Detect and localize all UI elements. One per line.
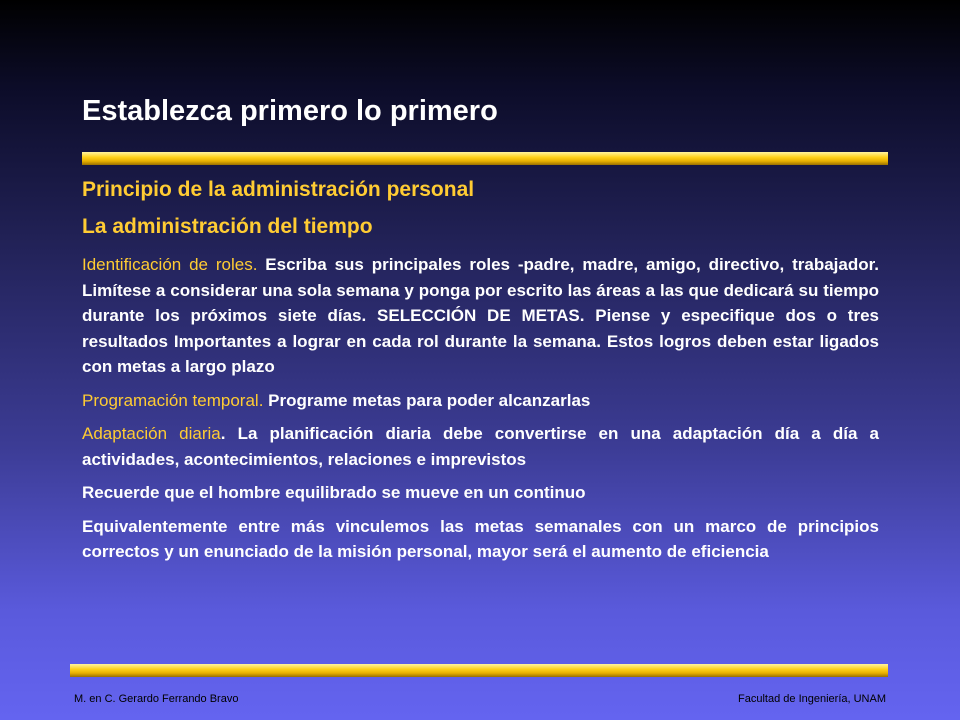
scheduling-highlight: Programación temporal. xyxy=(82,390,264,410)
subheading-principle: Principio de la administración personal xyxy=(82,178,475,201)
slide-title: Establezca primero lo primero xyxy=(82,95,498,127)
paragraph-roles xyxy=(82,252,879,380)
top-divider-bar xyxy=(82,152,888,165)
paragraph-efficiency: Equivalentemente entre más vinculemos las metas semanales con un marco de principios correctos y un enunciado de la misión personal, mayor será el aumento de eficiencia xyxy=(82,516,879,561)
roles-highlight: Identificación de roles. xyxy=(82,255,258,274)
bottom-divider-bar xyxy=(70,664,888,677)
slide-content xyxy=(82,178,879,573)
footer-author: M. en C. Gerardo Ferrando Bravo xyxy=(74,693,239,705)
paragraph-scheduling xyxy=(82,388,879,414)
subheading-time-management: La administración del tiempo xyxy=(82,215,373,238)
daily-adaptation-highlight: Adaptación diaria xyxy=(82,424,221,443)
scheduling-text: Programe metas para poder alcanzarlas xyxy=(263,390,591,410)
paragraph-daily-adaptation xyxy=(82,421,879,472)
daily-adaptation-text: . La planificación diaria debe convertirse en una adaptación día a día a actividades, acontecimientos, relaciones e imprevistos xyxy=(82,424,879,469)
roles-text: Escriba sus principales roles -padre, madre, amigo, directivo, trabajador. Limítese a considerar una sola semana y ponga por escrito las áreas a las que dedicará su tiempo durante los próximos siete días. SELECCIÓN DE METAS. Piense y especifique dos o tres resultados Importantes a lograr en cada rol durante la semana. Estos logros deben estar ligados con metas a largo plazo xyxy=(82,255,880,376)
footer-institution: Facultad de Ingeniería, UNAM xyxy=(738,693,886,705)
paragraph-balance: Recuerde que el hombre equilibrado se mueve en un continuo xyxy=(82,483,586,502)
